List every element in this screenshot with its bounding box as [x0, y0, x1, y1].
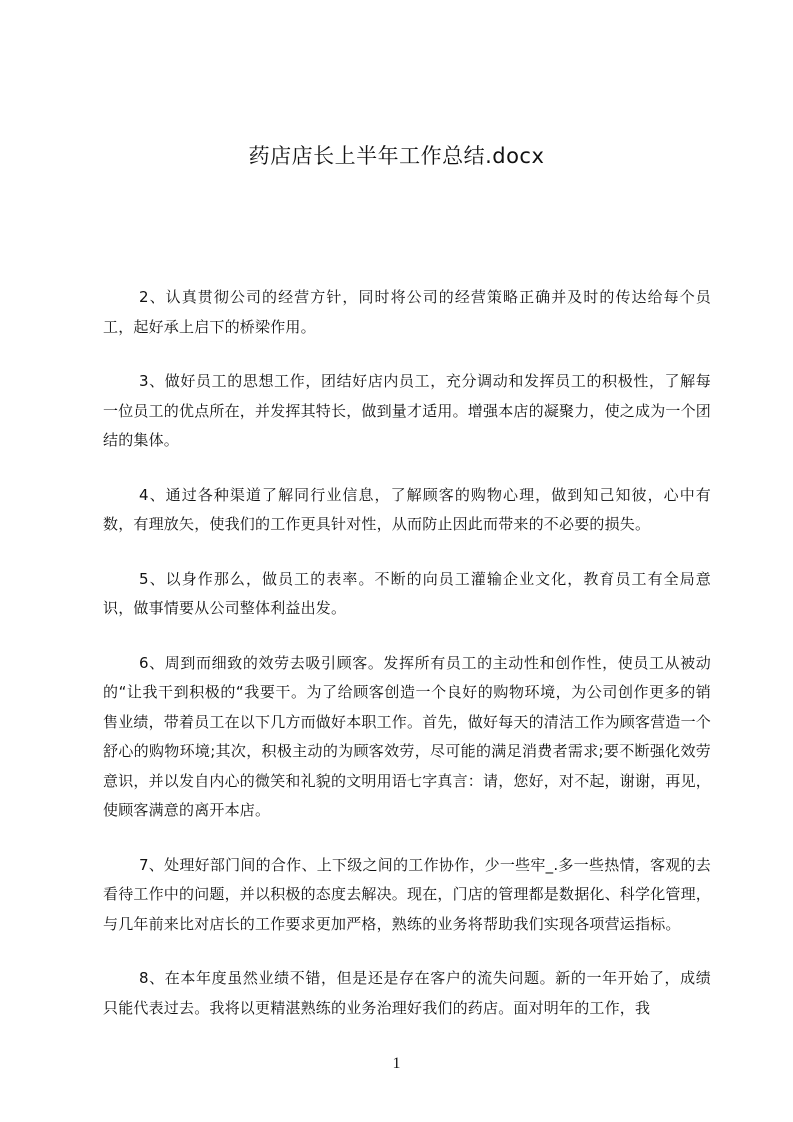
paragraph-item-4: 4、通过各种渠道了解同行业信息，了解顾客的购物心理，做到知己知彼，心中有数，有理放矢，使我们的工作更具针对性，从而防止因此而带来的不必要的损失。 [103, 485, 711, 533]
paragraph-item-3: 3、做好员工的思想工作，团结好店内员工，充分调动和发挥员工的积极性，了解每一位员工的优点所在，并发挥其特长，做到量才适用。增强本店的凝聚力，使之成为一个团结的集体。 [103, 372, 712, 449]
paragraph-item-2: 2、认真贯彻公司的经营方针，同时将公司的经营策略正确并及时的传达给每个员工，起好承上启下的桥梁作用。 [103, 288, 711, 336]
paragraph-item-8: 8、在本年度虽然业绩不错，但是还是存在客户的流失问题。新的一年开始了，成绩只能代表过去。我将以更精湛熟练的业务治理好我们的药店。面对明年的工作，我 [103, 969, 711, 1017]
document-title: 药店店长上半年工作总结.docx [248, 144, 545, 168]
paragraph-item-5: 5、以身作那么，做员工的表率。不断的向员工灌输企业文化，教育员工有全局意识，做事情要从公司整体利益出发。 [103, 569, 711, 617]
paragraph-item-7: 7、处理好部门间的合作、上下级之间的工作协作，少一些牢_.多一些热情，客观的去看待工作中的问题，并以积极的态度去解决。现在，门店的管理都是数据化、科学化管理，与几年前来比对店长的工作要求更加严格，熟练的业务将帮助我们实现各项营运指标。 [103, 855, 712, 933]
page-number: 1 [392, 1055, 401, 1072]
document-body [103, 283, 711, 1048]
paragraph-item-6: 6、周到而细致的效劳去吸引顾客。发挥所有员工的主动性和创作性，使员工从被动的“让我干到积极的“我要干。为了给顾客创造一个良好的购物环境，为公司创作更多的销售业绩，带着员工在以下几方而做好本职工作。首先，做好每天的清洁工作为顾客营造一个舒心的购物环境;其次，积极主动的为顾客效劳，尽可能的满足消费者需求;要不断强化效劳意识，并以发自内心的微笑和礼貌的文明用语七字真言：请，您好，对不起，谢谢，再见，使顾客满意的离开本店。 [103, 653, 712, 819]
